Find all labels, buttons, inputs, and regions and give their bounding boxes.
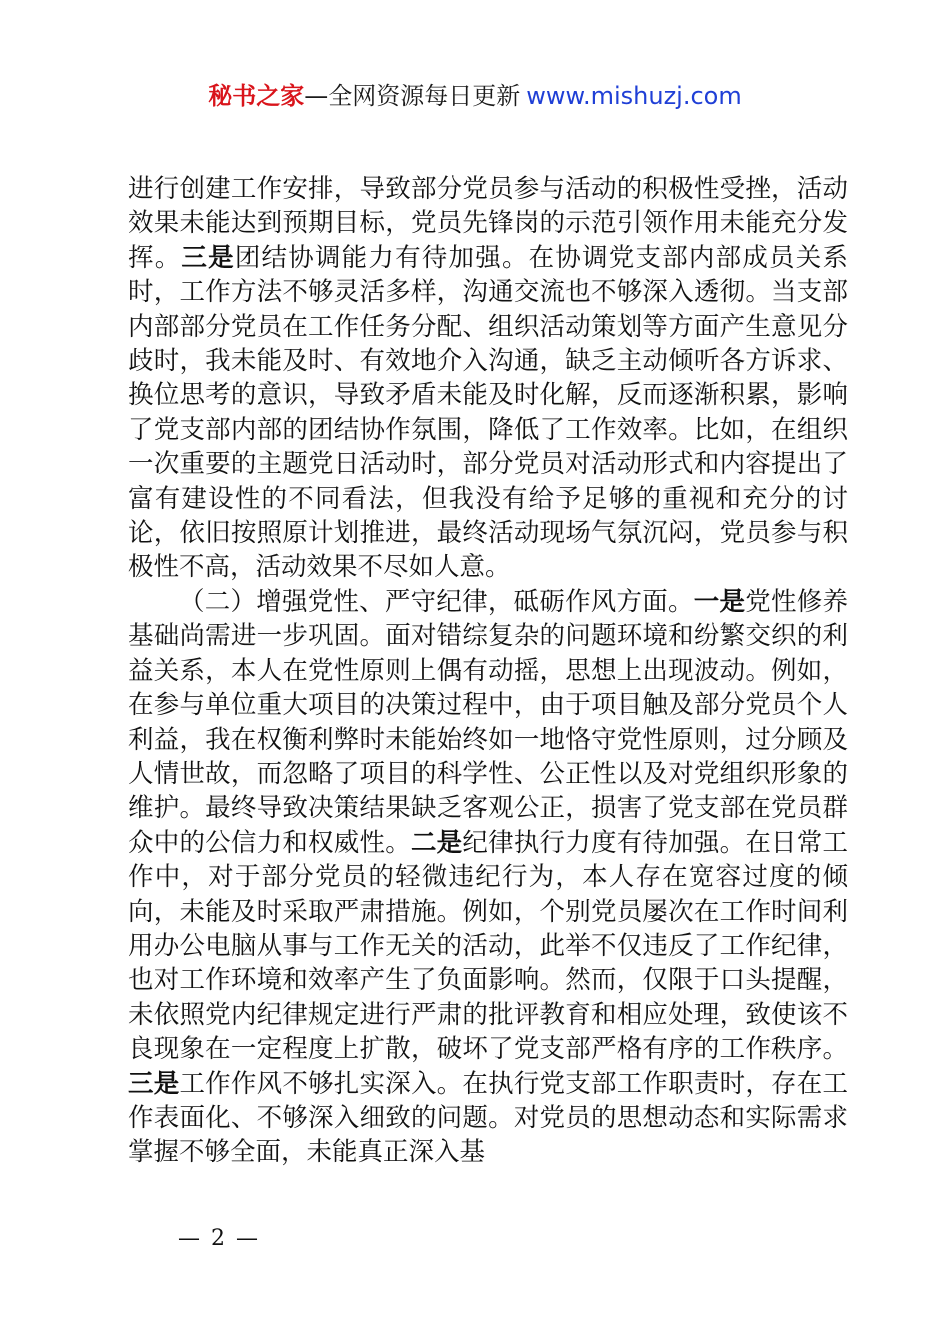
text-run: 进行创建工作安排，导致部分党员参与活动的积极性受挫，活动效果未能达到预期目标，党员先锋岗的示范引领作用未能充分发挥。 — [128, 174, 848, 273]
page-number: — 2 — — [178, 1226, 260, 1251]
text-run: 纪律执行力度有待加强。在日常工作中，对于部分党员的轻微违纪行为，本人存在宽容过度的倾向，未能及时采取严肃措施。例如，个别党员屡次在工作时间利用办公电脑从事与工作无关的活动，此举不仅违反了工作纪律，也对工作环境和效率产生了负面影响。然而，仅限于口头提醒，未依照党内纪律规定进行严肃的批评教育和相应处理，致使该不良现象在一定程度上扩散，破坏了党支部严格有序的工作秩序。 — [128, 827, 848, 1065]
paragraph-continuation — [128, 172, 848, 585]
site-header — [0, 80, 950, 112]
text-run: （二）增强党性、严守纪律，砥砺作风方面。 — [179, 586, 694, 617]
paragraph-section-2 — [128, 585, 848, 1170]
text-run: 工作作风不够扎实深入。在执行党支部工作职责时，存在工作表面化、不够深入细致的问题。对党员的思想动态和实际需求掌握不够全面，未能真正深入基 — [128, 1068, 848, 1168]
emphasis-label: 三是 — [181, 242, 235, 273]
document-body — [128, 172, 848, 1170]
brand-name: 秘书之家 — [208, 82, 305, 110]
emphasis-label: 三是 — [128, 1068, 180, 1099]
site-url-link[interactable]: www.mishuzj.com — [526, 82, 742, 110]
header-tagline: —全网资源每日更新 — [304, 82, 521, 110]
text-run: 党性修养基础尚需进一步巩固。面对错综复杂的问题环境和纷繁交织的利益关系，本人在党性原则上偶有动摇，思想上出现波动。例如，在参与单位重大项目的决策过程中，由于项目触及部分党员个人利益，我在权衡利弊时未能始终如一地恪守党性原则，过分顾及人情世故，而忽略了项目的科学性、公正性以及对党组织形象的维护。最终导致决策结果缺乏客观公正，损害了党支部在党员群众中的公信力和权威性。 — [128, 586, 848, 858]
emphasis-label: 一是 — [693, 586, 746, 617]
emphasis-label: 二是 — [410, 827, 463, 858]
text-run: 团结协调能力有待加强。在协调党支部内部成员关系时，工作方法不够灵活多样，沟通交流也不够深入透彻。当支部内部部分党员在工作任务分配、组织活动策划等方面产生意见分歧时，我未能及时、有效地介入沟通，缺乏主动倾听各方诉求、换位思考的意识，导致矛盾未能及时化解，反而逐渐积累，影响了党支部内部的团结协作氛围，降低了工作效率。比如，在组织一次重要的主题党日活动时，部分党员对活动形式和内容提出了富有建设性的不同看法，但我没有给予足够的重视和充分的讨论，依旧按照原计划推进，最终活动现场气氛沉闷，党员参与积极性不高，活动效果不尽如人意。 — [128, 242, 848, 583]
